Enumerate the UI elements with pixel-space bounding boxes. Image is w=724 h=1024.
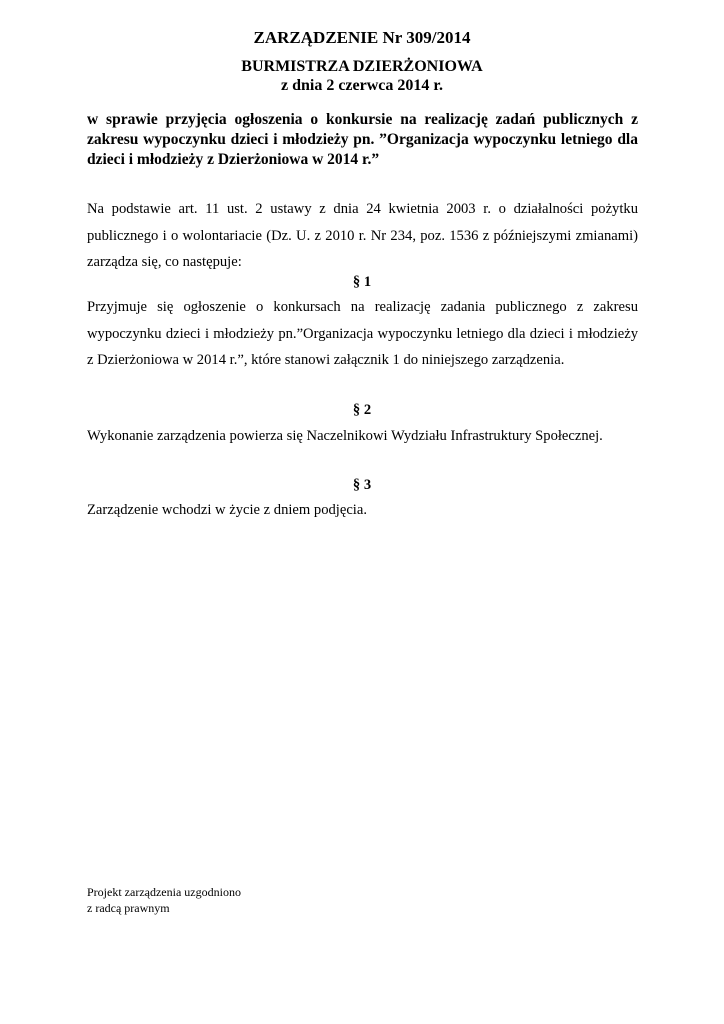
section-2-mark: § 2 bbox=[352, 402, 372, 418]
section-2-text: Wykonanie zarządzenia powierza się Naczelnikowi Wydziału Infrastruktury Społecznej. bbox=[87, 428, 603, 444]
approval-note-line-2: z radcą prawnym bbox=[87, 901, 170, 915]
approval-note bbox=[87, 884, 241, 916]
section-3-text: Zarządzenie wchodzi w życie z dniem podjęcia. bbox=[87, 502, 367, 518]
document-subject: w sprawie przyjęcia ogłoszenia o konkursie na realizację zadań publicznych z zakresu wypoczynku dzieci i młodzieży pn. ”Organizacja wypoczynku letniego dla dzieci i młodzieży z Dzierżoniowa w 2014 r.” bbox=[87, 111, 638, 168]
section-1-mark: § 1 bbox=[352, 274, 372, 290]
document-issuer bbox=[0, 57, 724, 95]
section-1-text: Przyjmuje się ogłoszenie o konkursach na realizację zadania publicznego z zakresu wypoczynku dzieci i młodzieży pn.”Organizacja wypoczynku letniego dla dzieci i młodzieży z Dzierżoniowa w 2014 r.”, które stanowi załącznik 1 do niniejszego zarządzenia. bbox=[87, 299, 638, 368]
preamble-paragraph: Na podstawie art. 11 ust. 2 ustawy z dnia 24 kwietnia 2003 r. o działalności pożytku publicznego i o wolontariacie (Dz. U. z 2010 r. Nr 234, poz. 1536 z późniejszymi zmianami) zarządza się, co następuje: bbox=[87, 201, 638, 270]
issuer-name: BURMISTRZA DZIERŻONIOWA bbox=[241, 58, 483, 75]
issue-date: z dnia 2 czerwca 2014 r. bbox=[280, 77, 444, 94]
approval-note-line-1: Projekt zarządzenia uzgodniono bbox=[87, 885, 241, 899]
document-title: ZARZĄDZENIE Nr 309/2014 bbox=[253, 28, 471, 47]
section-3-mark: § 3 bbox=[352, 477, 372, 493]
